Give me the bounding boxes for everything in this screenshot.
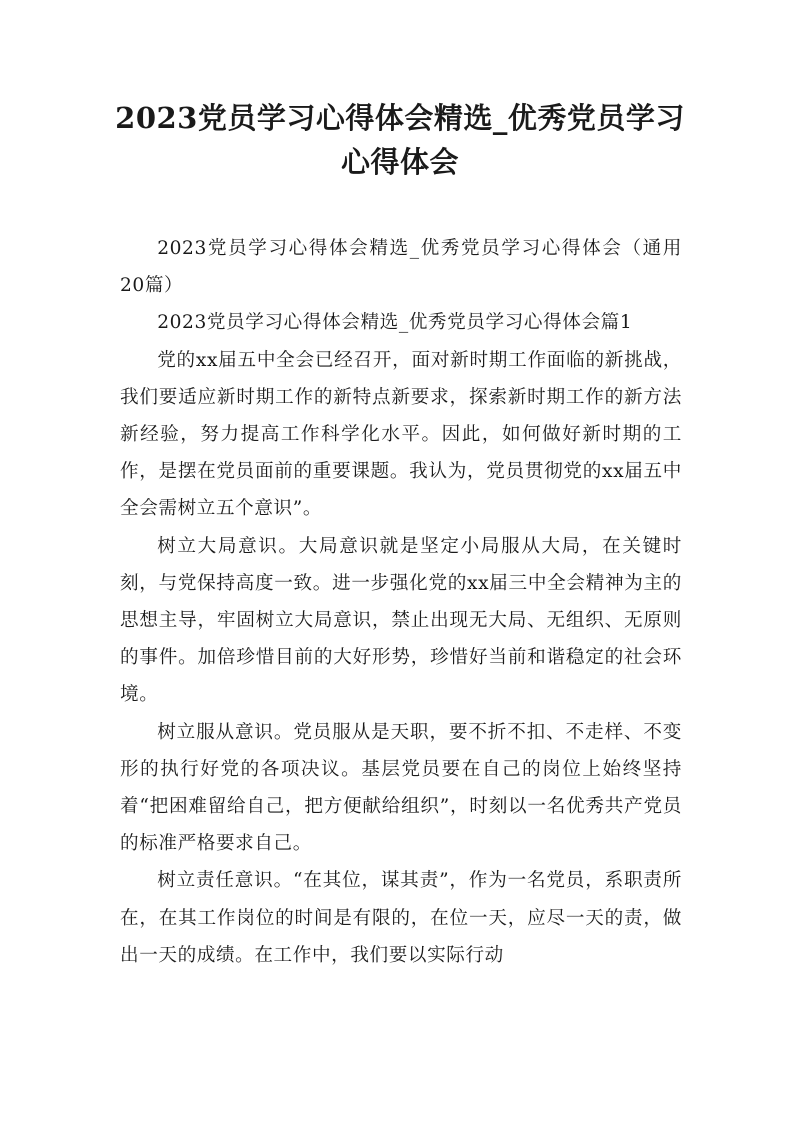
paragraph-overall-awareness: 树立大局意识。大局意识就是坚定小局服从大局，在关键时刻，与党保持高度一致。进一步强化党的xx届三中全会精神为主的思想主导，牢固树立大局意识，禁止出现无大局、无组织、无原则的事件。加倍珍惜目前的大好形势，珍惜好当前和谐稳定的社会环境。 <box>120 535 682 706</box>
paragraph-subtitle: 2023党员学习心得体会精选_优秀党员学习心得体会（通用20篇） <box>120 238 682 297</box>
paragraph-section-heading: 2023党员学习心得体会精选_优秀党员学习心得体会篇1 <box>157 312 633 334</box>
paragraph-intro: 党的xx届五中全会已经召开，面对新时期工作面临的新挑战，我们要适应新时期工作的新特点新要求，探索新时期工作的新方法新经验，努力提高工作科学化水平。因此，如何做好新时期的工作，是摆在党员面前的重要课题。我认为，党员贯彻党的xx届五中全会需树立五个意识”。 <box>120 349 682 520</box>
document-body <box>120 230 682 974</box>
paragraph-obedience-awareness: 树立服从意识。党员服从是天职，要不折不扣、不走样、不变形的执行好党的各项决议。基层党员要在自己的岗位上始终坚持着“把困难留给自己，把方便献给组织”，时刻以一名优秀共产党员的标准严格要求自己。 <box>120 721 682 855</box>
paragraph-responsibility-awareness: 树立责任意识。“在其位，谋其责”，作为一名党员，系职责所在，在其工作岗位的时间是有限的，在位一天，应尽一天的责，做出一天的成绩。在工作中，我们要以实际行动 <box>120 870 682 966</box>
document-title: 2023党员学习心得体会精选_优秀党员学习心得体会 <box>115 101 685 179</box>
